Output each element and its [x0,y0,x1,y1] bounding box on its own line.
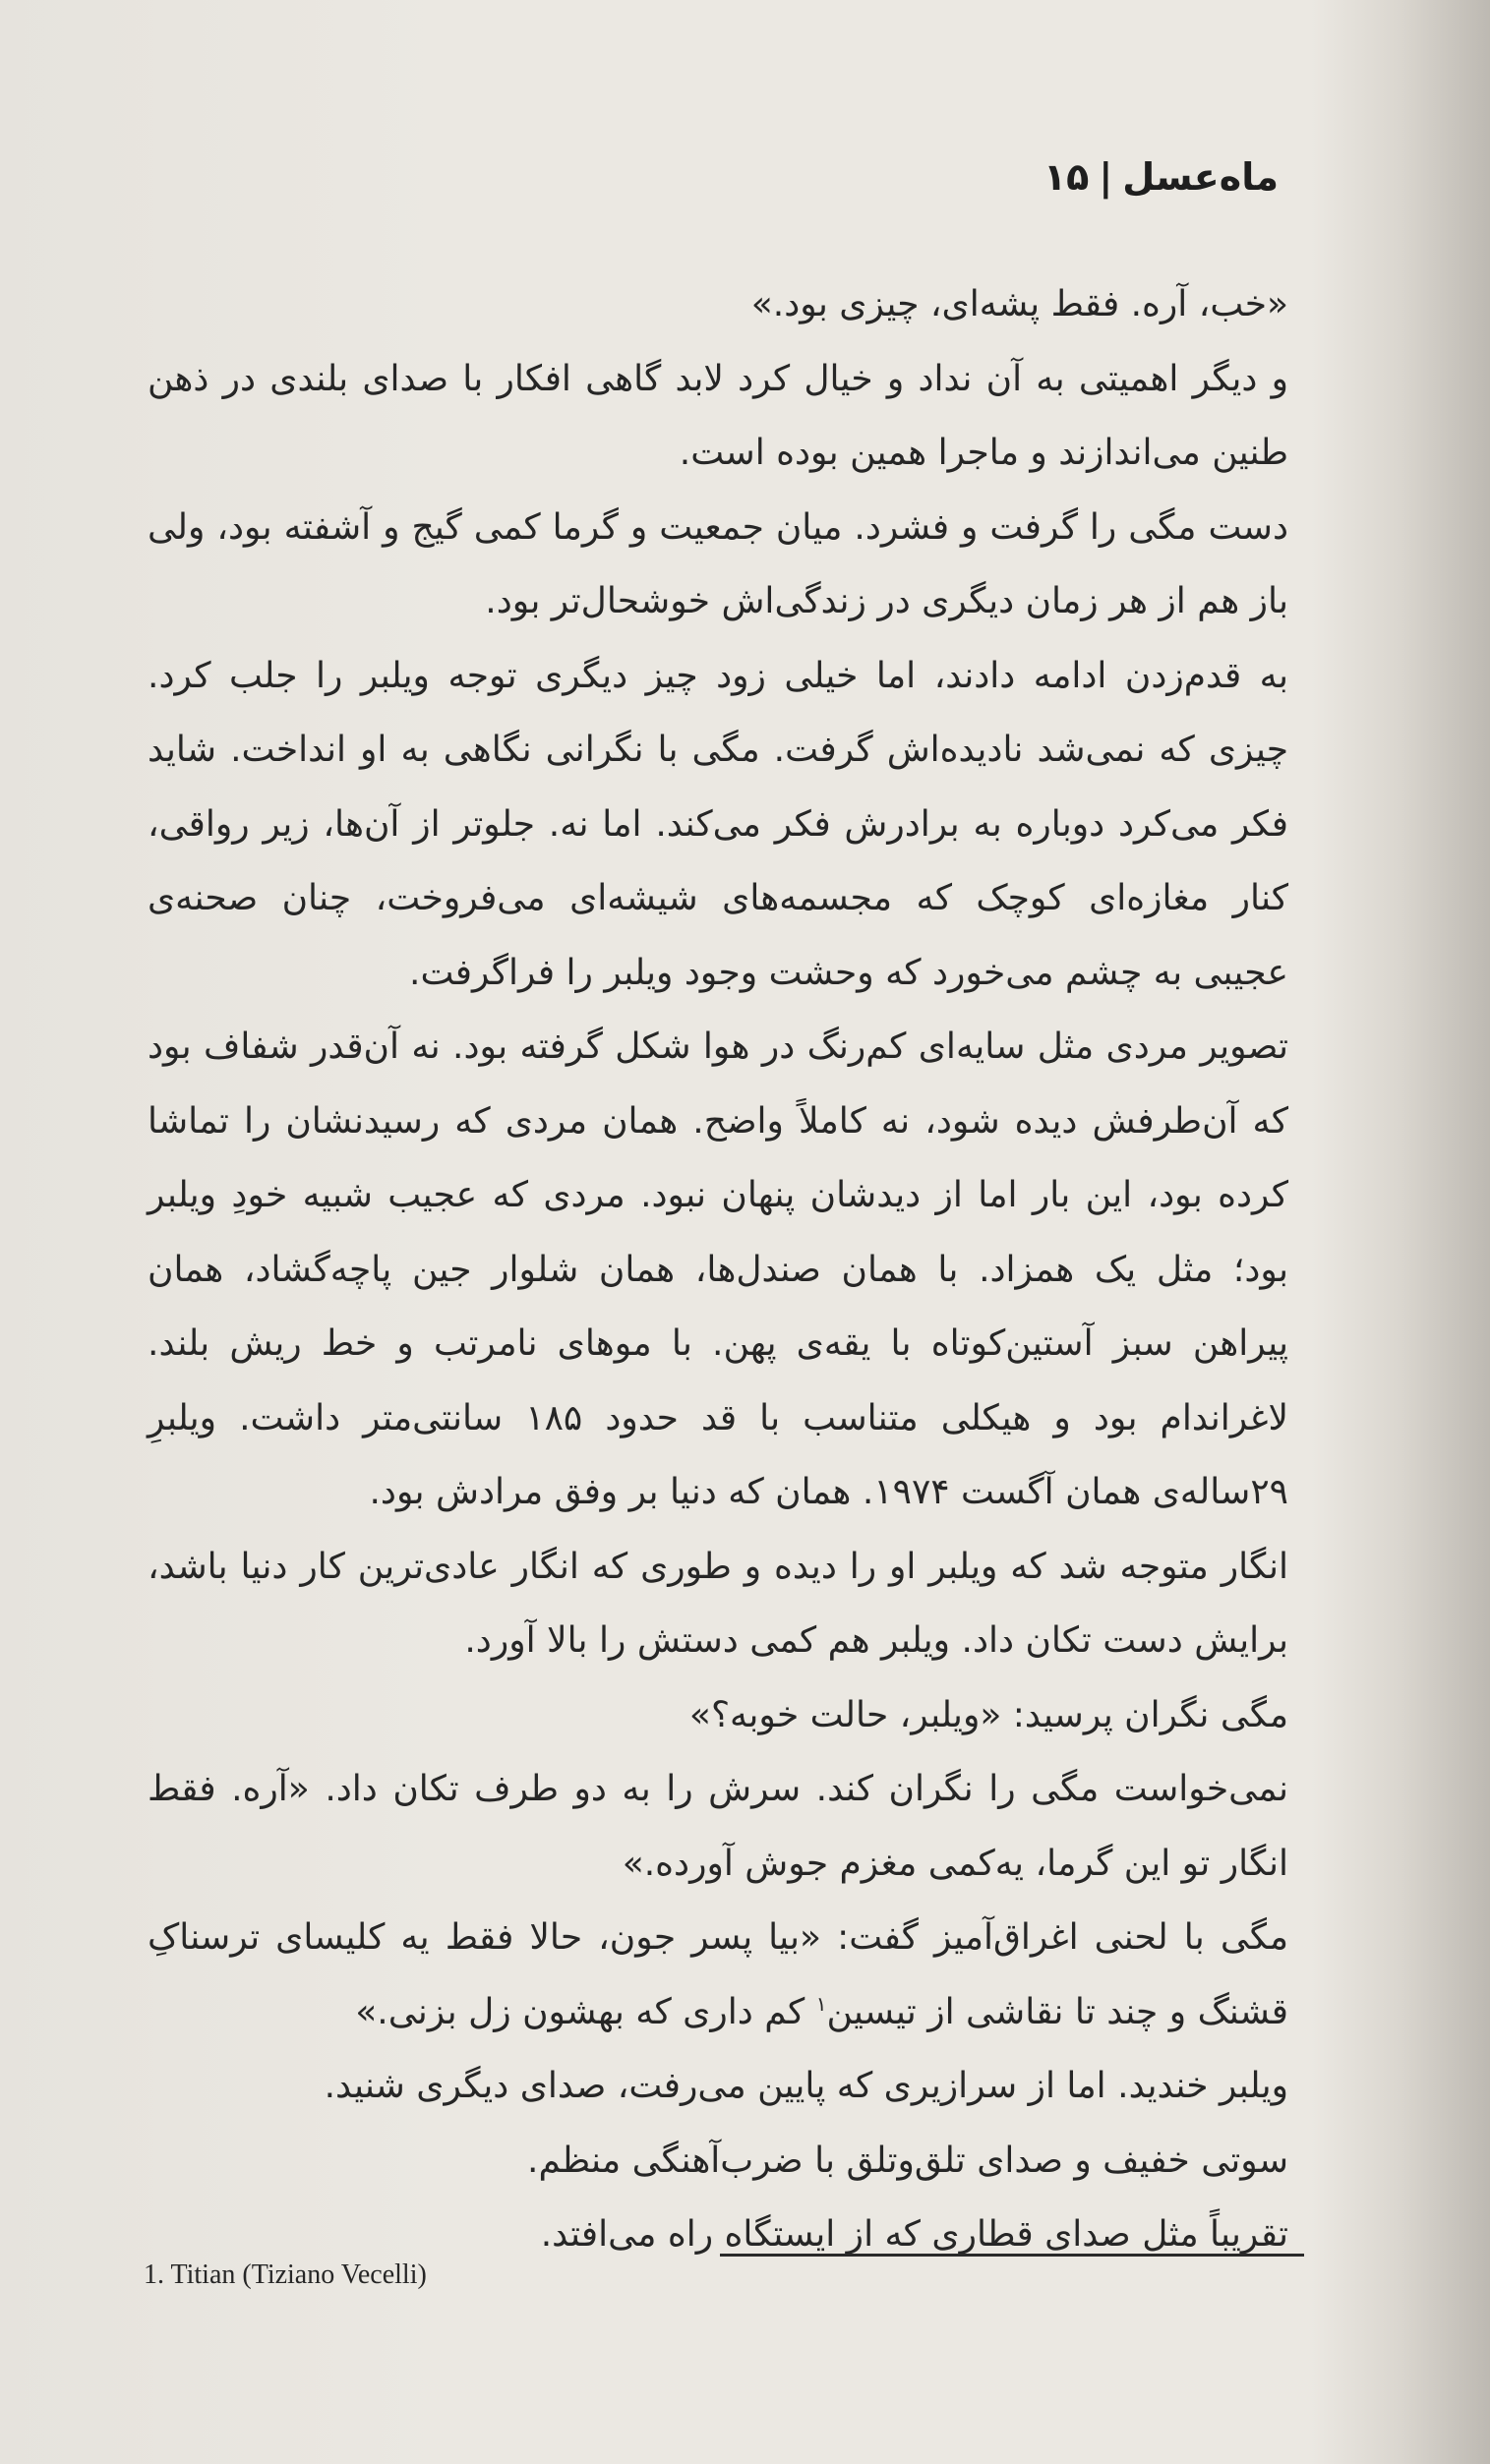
paragraph-10: ویلبر خندید. اما از سرازیری که پایین می‌رفت، صدای دیگری شنید. [324,2066,1288,2106]
paragraph-7: مگی نگران پرسید: «ویلبر، حالت خوبه؟» [688,1694,1288,1735]
footnote-marker: ۱ [815,1991,827,2016]
paragraph-4: به قدم‌زدن ادامه دادند، اما خیلی زود چیز دیگری توجه ویلبر را جلب کرد. چیزی که نمی‌شد نادیده‌اش گرفت. مگی با نگرانی نگاهی به او انداخت. شاید فکر می‌کرد دوباره به برادرش فکر می‌کند. اما نه. جلوتر از آن‌ها، زیر رواقی، کنار مغازه‌ای کوچک که مجسمه‌های شیشه‌ای می‌فروخت، چنان صحنه‌ی عجیبی به چشم می‌خورد که وحشت وجود ویلبر را فراگرفت. [148,655,1288,993]
paragraph-9-text: مگی با لحنی اغراق‌آمیز گفت: «بیا پسر جون، حالا فقط یه کلیسای ترسناکِ قشنگ و چند تا نقاشی از تیسین [148,1917,1288,2032]
paragraph-5: تصویر مردی مثل سایه‌ای کم‌رنگ در هوا شکل گرفته بود. نه آن‌قدر شفاف بود که آن‌طرفش دیده شود، نه کاملاً واضح. همان مردی که رسیدنشان را تماشا کرده بود، این بار اما از دیدشان پنهان نبود. مردی که عجیب شبیه خودِ ویلبر بود؛ مثل یک همزاد. با همان صندل‌ها، همان شلوار جین پاچه‌گشاد، همان پیراهن سبز آستین‌کوتاه با یقه‌ی پهن. با موهای نامرتب و خط ریش بلند. لاغراندام بود و هیکلی متناسب با قد حدود ۱۸۵ سانتی‌متر داشت. ویلبرِ ۲۹ساله‌ی همان آگست ۱۹۷۴. همان که دنیا بر وفق مرادش بود. [148,1027,1288,1512]
header-separator: | [1099,155,1113,199]
paragraph-9 [148,1901,1288,2049]
paragraph-12: تقریباً مثل صدای قطاری که از ایستگاه راه می‌افتد. [540,2214,1288,2255]
page-number: ۱۵ [1043,155,1090,199]
running-header [148,155,1279,199]
paragraph-1: «خب، آره. فقط پشه‌ای، چیزی بود.» [750,284,1288,324]
paragraph-11: سوتی خفیف و صدای تلق‌وتلق با ضرب‌آهنگی منظم. [527,2140,1288,2181]
body-text [148,267,1288,2272]
book-title: ماه‌عسل [1122,155,1279,199]
footnote-divider [720,2254,1304,2257]
paragraph-6: انگار متوجه شد که ویلبر او را دیده و طوری که انگار عادی‌ترین کار دنیا باشد، برایش دست تکان داد. ویلبر هم کمی دستش را بالا آورد. [148,1546,1288,1661]
footnote: 1. Titian (Tiziano Vecelli) [144,2259,427,2290]
paragraph-9-tail: کم داری که بهشون زل بزنی.» [355,1991,816,2032]
paragraph-2: و دیگر اهمیتی به آن نداد و خیال کرد لابد گاهی افکار با صدای بلندی در ذهن طنین می‌اندازند و ماجرا همین بوده است. [148,358,1288,473]
paragraph-3: دست مگی را گرفت و فشرد. میان جمعیت و گرما کمی گیج و آشفته بود، ولی باز هم از هر زمان دیگری در زندگی‌اش خوشحال‌تر بود. [148,506,1288,621]
paragraph-8: نمی‌خواست مگی را نگران کند. سرش را به دو طرف تکان داد. «آره. فقط انگار تو این گرما، یه‌کمی مغزم جوش آورده.» [148,1769,1288,1884]
